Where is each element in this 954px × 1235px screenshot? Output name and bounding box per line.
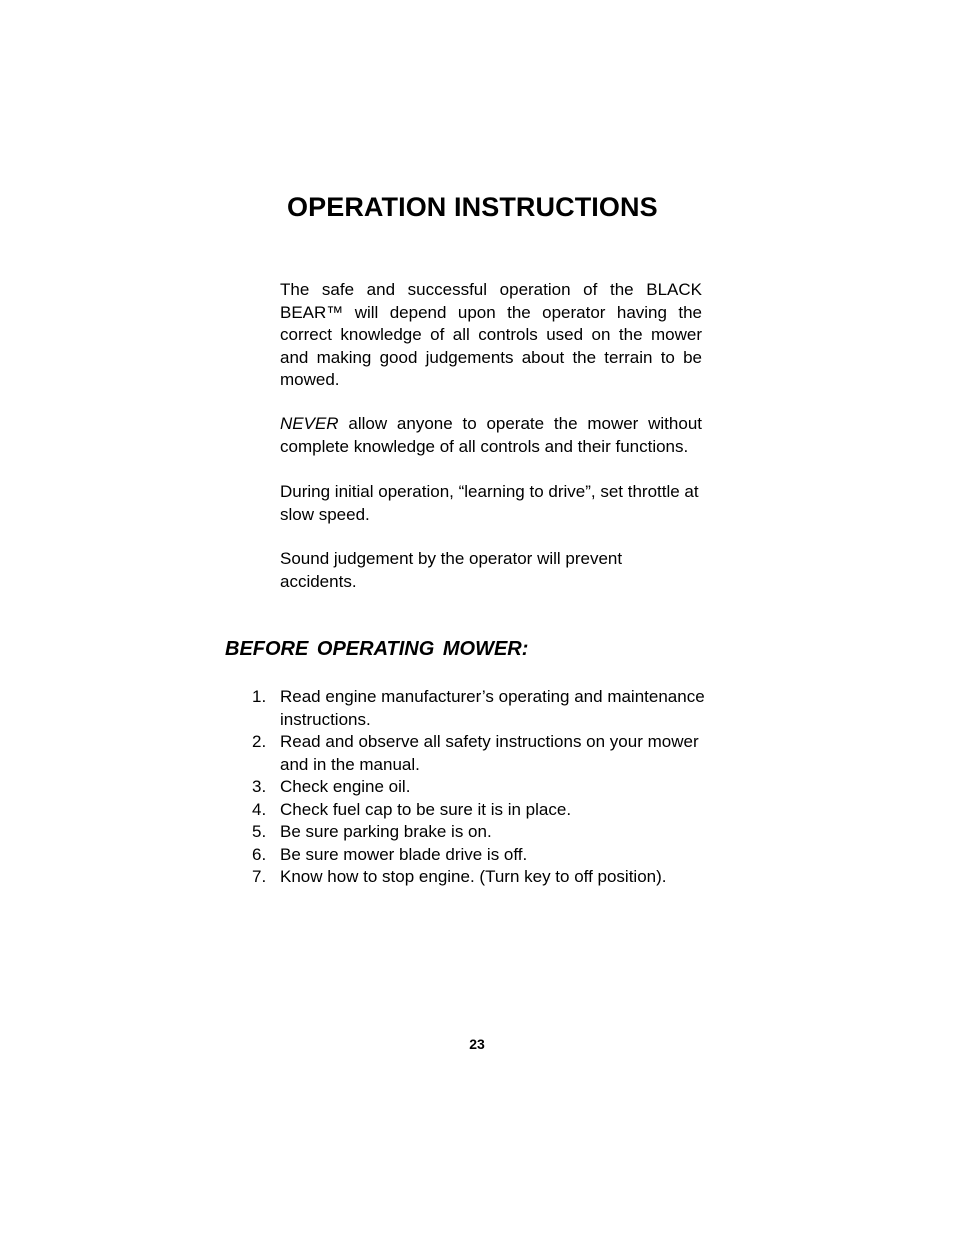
list-item [250,799,710,822]
step-text: Check fuel cap to be sure it is in place. [280,799,572,819]
step-number: 4. [252,799,267,819]
list-item [250,821,710,844]
intro-paragraph-learning: During initial operation, “learning to drive”, set throttle at slow speed. [280,482,699,524]
list-item [250,866,710,889]
intro-paragraph-never [280,413,702,458]
never-paragraph-text: allow anyone to operate the mower without complete knowledge of all controls and their functions. [280,414,702,456]
intro-paragraph-judgement: Sound judgement by the operator will prevent accidents. [280,549,623,591]
step-text: Know how to stop engine. (Turn key to off position). [280,867,667,886]
page-title: OPERATION INSTRUCTIONS [287,192,658,222]
never-emphasis: NEVER [280,414,339,433]
step-number: 6. [252,844,267,864]
step-text: Be sure mower blade drive is off. [280,844,528,864]
step-text: Be sure parking brake is on. [280,822,492,841]
list-item [250,686,710,731]
step-text: Check engine oil. [280,777,411,796]
step-number: 3. [252,777,267,796]
list-item [250,776,710,799]
steps-list [250,686,710,889]
step-text: Read and observe all safety instructions on your mower and in the manual. [280,732,699,774]
step-number: 7. [252,867,267,886]
section-heading-before-operating: BEFORE OPERATING MOWER: [225,638,529,660]
step-number: 1. [252,687,267,706]
step-number: 2. [252,732,267,751]
list-item [250,731,710,776]
page-number: 23 [469,1036,485,1052]
list-item [250,844,710,867]
step-number: 5. [252,822,267,841]
step-text: Read engine manufacturer’s operating and maintenance instructions. [280,687,705,729]
intro-paragraph-safety: The safe and successful operation of the BLACK BEAR™ will depend upon the operator having the correct knowledge of all controls used on the mower and making good judgements about the terrain to be mowed. [280,280,702,389]
